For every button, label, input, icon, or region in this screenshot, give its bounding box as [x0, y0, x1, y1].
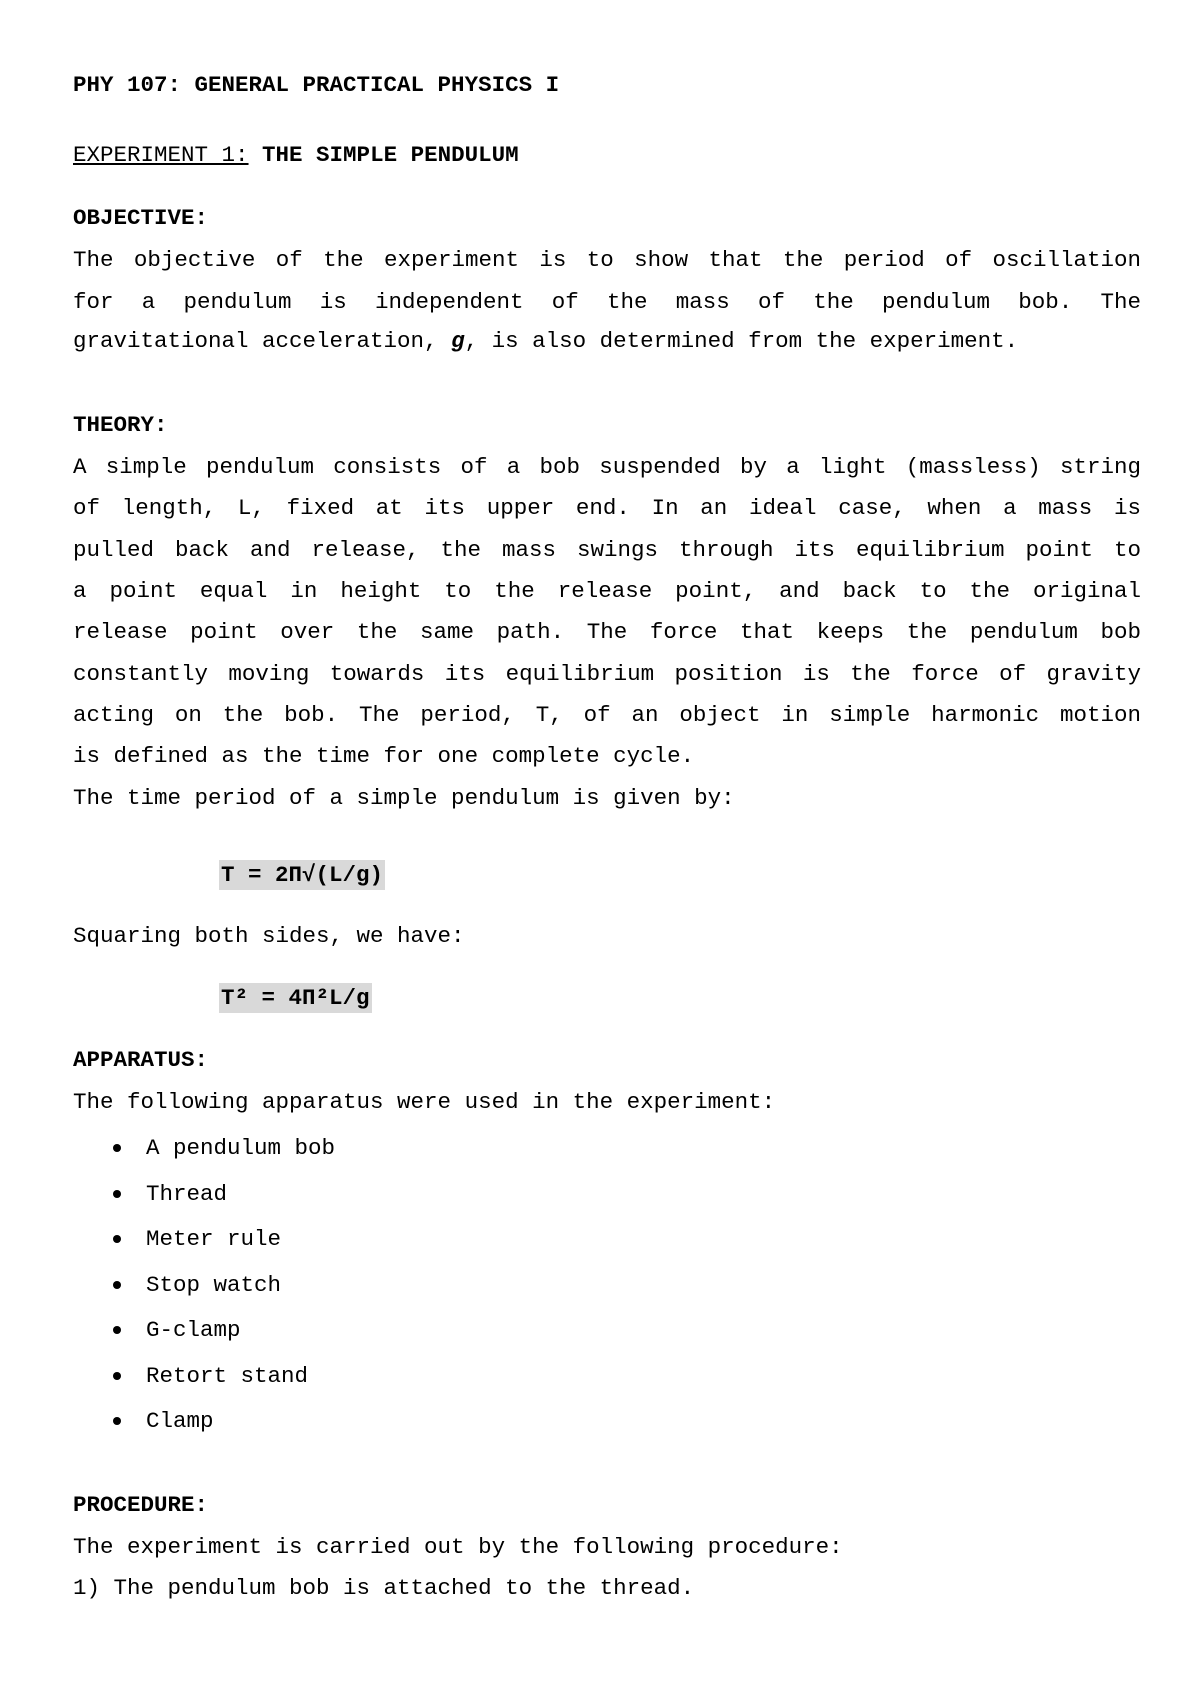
objective-line: for a pendulum is independent of the mass of the pendulum bob. The [73, 289, 1141, 315]
objective-line: The objective of the experiment is to show that the period of oscillation [73, 247, 1141, 273]
course-title: PHY 107: GENERAL PRACTICAL PHYSICS I [73, 72, 560, 98]
objective-line: gravitational acceleration, g, is also determined from the experiment. [73, 328, 1019, 354]
theory-line: A simple pendulum consists of a bob suspended by a light (massless) string [73, 454, 1141, 480]
procedure-intro: The experiment is carried out by the following procedure: [73, 1534, 843, 1560]
period-intro: The time period of a simple pendulum is given by: [73, 785, 735, 811]
apparatus-intro: The following apparatus were used in the experiment: [73, 1089, 776, 1115]
squared-formula: T² = 4Π²L/g [221, 985, 370, 1011]
procedure-heading: PROCEDURE: [73, 1492, 209, 1518]
squaring-text: Squaring both sides, we have: [73, 923, 465, 949]
bullet-icon [113, 1372, 121, 1380]
apparatus-heading: APPARATUS: [73, 1047, 209, 1073]
theory-line: release point over the same path. The force that keeps the pendulum bob [73, 619, 1141, 645]
theory-line: a point equal in height to the release point, and back to the original [73, 578, 1141, 604]
objective-heading: OBJECTIVE: [73, 205, 209, 231]
theory-line: is defined as the time for one complete cycle. [73, 743, 695, 769]
bullet-icon [113, 1326, 121, 1334]
theory-line: acting on the bob. The period, T, of an object in simple harmonic motion [73, 702, 1141, 728]
bullet-icon [113, 1144, 121, 1152]
theory-line: of length, L, fixed at its upper end. In an ideal case, when a mass is [73, 495, 1141, 521]
theory-heading: THEORY: [73, 412, 168, 438]
period-formula: T = 2Π√(L/g) [221, 862, 384, 888]
bullet-icon [113, 1417, 121, 1425]
experiment-heading [73, 140, 519, 170]
theory-line: pulled back and release, the mass swings through its equilibrium point to [73, 537, 1141, 563]
procedure-step: 1) The pendulum bob is attached to the thread. [73, 1575, 695, 1601]
bullet-icon [113, 1235, 121, 1243]
bullet-icon [113, 1281, 121, 1289]
theory-line: constantly moving towards its equilibrium position is the force of gravity [73, 661, 1141, 687]
experiment-label: EXPERIMENT 1: [73, 142, 249, 168]
gravity-variable: g [451, 328, 465, 354]
bullet-icon [113, 1190, 121, 1198]
experiment-title: THE SIMPLE PENDULUM [262, 142, 519, 168]
